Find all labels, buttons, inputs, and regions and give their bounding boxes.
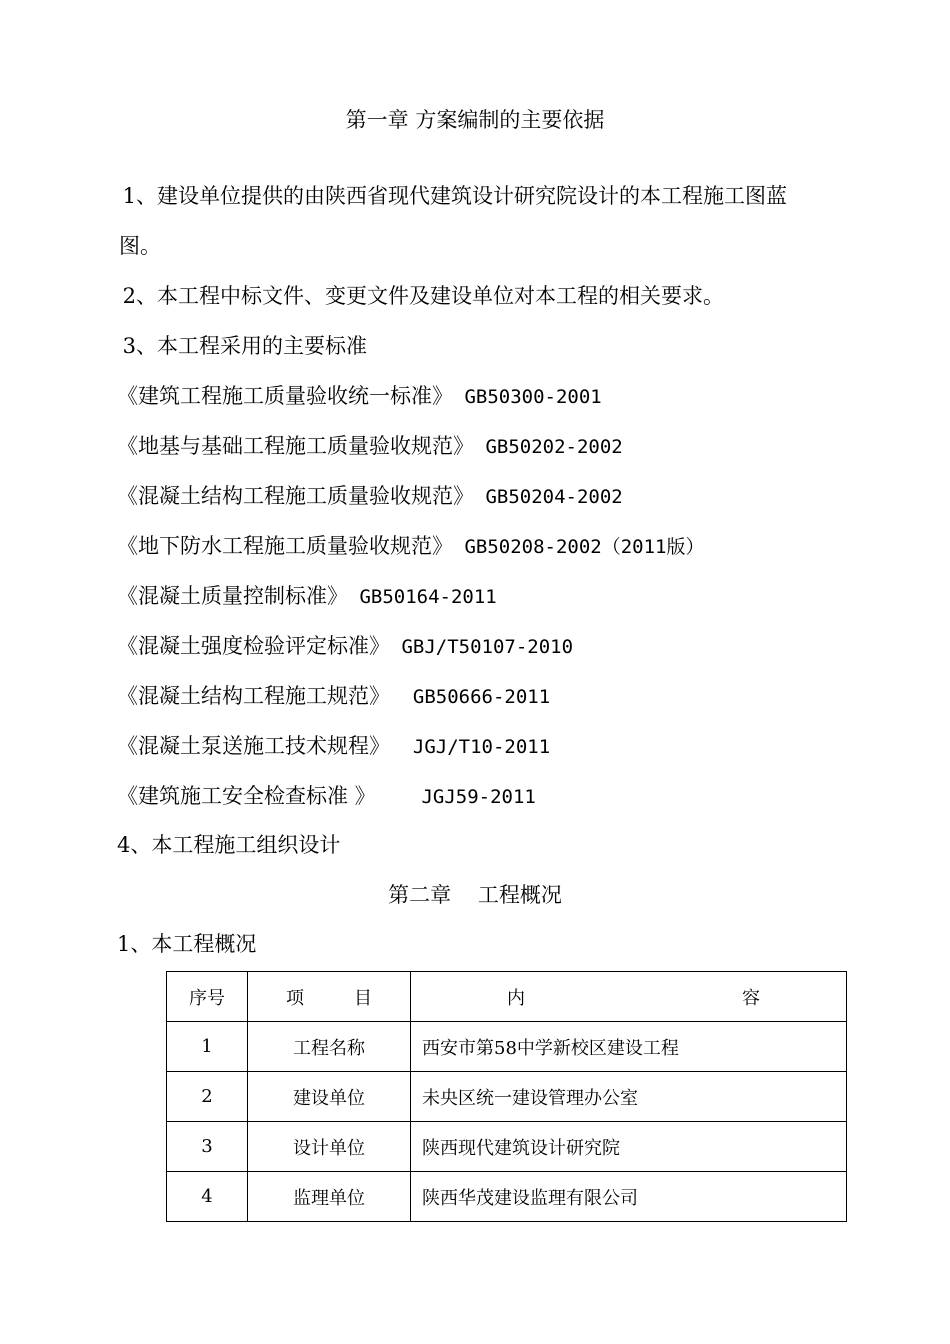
- cell-item: 设计单位: [248, 1122, 411, 1172]
- header-item: [248, 972, 411, 1022]
- cell-no: 1: [167, 1022, 248, 1072]
- header-item-a: 项: [286, 987, 304, 1009]
- basis-item-4: 4、本工程施工组织设计: [117, 833, 341, 857]
- standard-code: GB50164-2011: [348, 586, 497, 608]
- standard-code: JGJ/T10-2011: [390, 736, 551, 758]
- standard-item: [117, 683, 550, 710]
- header-content-a: 内: [507, 987, 525, 1009]
- cell-item: 监理单位: [248, 1172, 411, 1222]
- standard-name: 《混凝土结构工程施工规范》: [117, 684, 390, 708]
- standard-item: [117, 783, 536, 810]
- header-content: [411, 972, 847, 1022]
- basis-item-3: 3、本工程采用的主要标准: [116, 334, 368, 358]
- cell-content: 西安市第58中学新校区建设工程: [411, 1022, 847, 1072]
- table-row: [167, 1172, 847, 1222]
- cell-no: 3: [167, 1122, 248, 1172]
- cell-item: 建设单位: [248, 1072, 411, 1122]
- standard-code: GB50208-2002（2011版）: [453, 536, 705, 558]
- standard-item: [117, 633, 573, 660]
- standard-code: JGJ59-2011: [375, 786, 536, 808]
- header-content-b: 容: [742, 987, 760, 1009]
- header-no: 序号: [167, 972, 248, 1022]
- table-row: [167, 1022, 847, 1072]
- standard-name: 《地下防水工程施工质量验收规范》: [117, 534, 453, 558]
- project-overview-table: [166, 971, 847, 1222]
- table-row: [167, 1072, 847, 1122]
- chapter1-title: 第一章 方案编制的主要依据: [345, 108, 605, 132]
- standard-name: 《建筑施工安全检查标准 》: [117, 784, 376, 808]
- chapter2-title: 第二章 工程概况: [388, 883, 562, 907]
- standard-item: [117, 383, 602, 410]
- standard-code: GB50202-2002: [474, 436, 623, 458]
- cell-no: 2: [167, 1072, 248, 1122]
- standard-item: [117, 483, 623, 510]
- section-heading: 1、本工程概况: [117, 932, 257, 956]
- cell-content: 未央区统一建设管理办公室: [411, 1072, 847, 1122]
- standard-item: [117, 433, 623, 460]
- standard-code: GB50204-2002: [474, 486, 623, 508]
- standard-name: 《建筑工程施工质量验收统一标准》: [117, 384, 453, 408]
- standard-item: [117, 733, 550, 760]
- standard-code: GB50666-2011: [390, 686, 551, 708]
- header-item-b: 目: [354, 987, 372, 1009]
- standard-name: 《地基与基础工程施工质量验收规范》: [117, 434, 474, 458]
- cell-item: 工程名称: [248, 1022, 411, 1072]
- standard-name: 《混凝土泵送施工技术规程》: [117, 734, 390, 758]
- basis-item-2: 2、本工程中标文件、变更文件及建设单位对本工程的相关要求。: [116, 284, 725, 308]
- standard-name: 《混凝土质量控制标准》: [117, 584, 348, 608]
- standard-code: GBJ/T50107-2010: [390, 636, 574, 658]
- cell-no: 4: [167, 1172, 248, 1222]
- table-header-row: [167, 972, 847, 1022]
- standard-name: 《混凝土结构工程施工质量验收规范》: [117, 484, 474, 508]
- cell-content: 陕西现代建筑设计研究院: [411, 1122, 847, 1172]
- standard-item: [117, 583, 497, 610]
- standard-item: [117, 533, 704, 560]
- standard-code: GB50300-2001: [453, 386, 602, 408]
- table-row: [167, 1122, 847, 1172]
- cell-content: 陕西华茂建设监理有限公司: [411, 1172, 847, 1222]
- standard-name: 《混凝土强度检验评定标准》: [117, 634, 390, 658]
- basis-item-1-line-1: 1、建设单位提供的由陕西省现代建筑设计研究院设计的本工程施工图蓝: [116, 184, 788, 208]
- basis-item-1-line-2: 图。: [119, 234, 161, 258]
